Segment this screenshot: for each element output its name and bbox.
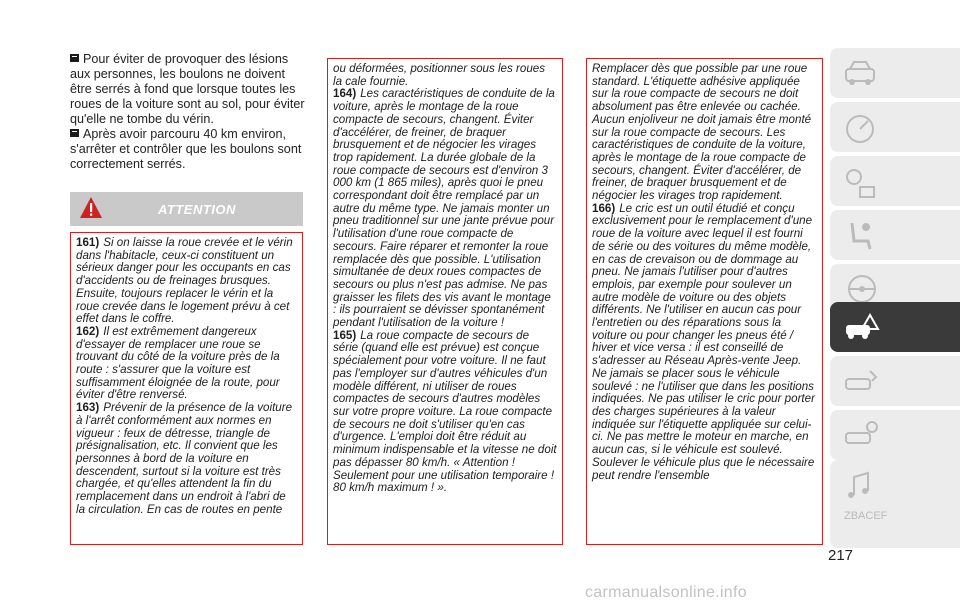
tab-lights-warnings[interactable] xyxy=(830,156,960,206)
seat-safety-icon xyxy=(840,215,880,255)
index-letters: ZBACEF xyxy=(844,510,888,522)
service-car-icon xyxy=(840,361,880,401)
note-165: 165) La roue compacte de secours de série (quand elle est prévue) est conçue spécialement pour votre voiture. Il ne faut pas l'employer sur d'autres véhicules d'un modèle différent, ni utiliser de roues compactes de secours d'autres modèles sur votre propre voiture. La roue compacte de secours ne doit s'utiliser qu'en cas d'urgence. L'emploi doit être réduit au minimum indispensable et la vitesse ne doit pas dépasser 80 km/h. « Attention ! Seulement pour une utilisation temporaire ! 80 km/h maximum ! ». xyxy=(333,328,557,495)
bullet-icon xyxy=(70,129,79,137)
tab-dashboard[interactable] xyxy=(830,102,960,152)
car-info-icon xyxy=(840,53,880,93)
tab-emergency[interactable] xyxy=(830,302,960,352)
note-165-continued: Remplacer dès que possible par une roue standard. L'étiquette adhésive appliquée sur la roue compacte de secours ne doit absolument pas être enlevée ou cachée. Aucun enjoliveur ne doit jamais être monté sur la roue compacte de secours. Les caractéristiques de conduite de la voiture, après le montage de la roue compacte de secours, changent. Éviter d'accélérer, de freiner, de braquer brusquement et de négocier les virages trop rapidement. xyxy=(592,62,812,203)
emergency-car-icon xyxy=(840,307,880,347)
warning-box-2 xyxy=(327,58,563,545)
note-162: 162) Il est extrêmement dangereux d'essayer de remplacer une roue se trouvant du côté de la voiture près de la route : s'assurer que la voiture est suffisamment éloignée de la route, pour éviter d'être renversé. xyxy=(76,324,280,402)
tab-index[interactable] xyxy=(830,498,960,548)
intro-paragraph-1: Pour éviter de provoquer des lésions aux personnes, les boulons ne doivent être serrés à fond que lorsque toutes les roues de la voiture sont au sol, pour éviter qu'elle ne tombe du vérin. xyxy=(70,52,305,126)
light-warning-icon xyxy=(840,161,880,201)
note-166: 166) Le cric est un outil étudié et conçu exclusivement pour le remplacement d'une roue de la voiture avec lequel il est fourni de série ou des voitures du même modèle, en cas de crevaison ou de dommage au pneu. Ne jamais l'utiliser pour d'autres emplois, par exemple pour soulever un autre modèle de voiture ou des objets différents. Ne l'utiliser en aucun cas pour l'entretien ou des réparations sous la voiture ou pour changer les pneus été / hiver et vice versa : il est conseillé de s'adresser au Réseau Après-vente Jeep. Ne jamais se placer sous le véhicule soulevé : ne l'utiliser que dans les positions indiquées. Ne pas utiliser le cric pour porter des charges supérieures à la valeur indiquée sur l'étiquette appliquée sur celui-ci. Ne pas mettre le moteur en marche, en aucun cas, si le véhicule est soulevé. Soulever le véhicule plus que le nécessaire peut rendre l'ensemble xyxy=(592,201,815,482)
note-164: 164) Les caractéristiques de conduite de la voiture, après le montage de la roue compacte de secours, changent. Éviter d'accélérer, de freiner, de braquer brusquement et de négocier les virages trop rapidement. La durée globale de la roue compacte de secours est d'environ 3 000 km (1 865 miles), après quoi le pneu correspondant doit être remplacé par un autre du même type. Ne jamais monter un pneu traditionnel sur une jante prévue pour l'utilisation d'une roue compacte de secours. Faire réparer et remonter la roue remplacée dès que possible. L'utilisation simultanée de deux roues compactes de secours ou plus n'est pas admise. Ne pas graisser les filets des vis avant le montage : ils pourraient se dévisser spontanément pendant l'utilisation de la voiture ! xyxy=(333,87,555,330)
tab-seat-safety[interactable] xyxy=(830,210,960,260)
tab-car-info[interactable] xyxy=(830,48,960,98)
note-163: 163) Prévenir de la présence de la voiture à l'arrêt conformément aux normes en vigueur : feux de détresse, triangle de présignalisation, etc. Il convient que les personnes à bord de la voiture en descendent, surtout si la voiture est très chargée, et qu'elles attendent la fin du remplacement dans un endroit à l'abri de la circulation. En cas de routes en pente xyxy=(76,401,293,516)
page-number: 217 xyxy=(828,547,854,564)
tab-service[interactable] xyxy=(830,356,960,406)
bullet-icon xyxy=(70,54,79,62)
note-161: 161) Si on laisse la roue crevée et le vérin dans l'habitacle, ceux-ci constituent un sérieux danger pour les occupants en cas d'accidents ou de freinages brusques. Ensuite, toujours replacer le vérin et la roue crevée dans le logement prévu à cet effet dans le coffre. xyxy=(76,236,293,326)
warning-box-1 xyxy=(70,232,303,545)
intro-paragraph-2: Après avoir parcouru 40 km environ, s'arrêter et contrôler que les boulons sont correctement serrés. xyxy=(70,127,302,171)
intro-text xyxy=(70,52,308,172)
dashboard-gauge-icon xyxy=(840,107,880,147)
warning-triangle-icon xyxy=(79,196,103,220)
index-icon xyxy=(840,503,888,543)
warning-box-3 xyxy=(586,58,823,545)
note-163-continued: ou déformées, positionner sous les roues la cale fournie. xyxy=(333,62,546,88)
watermark: carmanualsonline.info xyxy=(585,584,747,601)
attention-header xyxy=(70,192,303,226)
tab-specs[interactable] xyxy=(830,410,960,460)
attention-title: ATTENTION xyxy=(158,202,236,217)
car-specs-icon xyxy=(840,415,880,455)
